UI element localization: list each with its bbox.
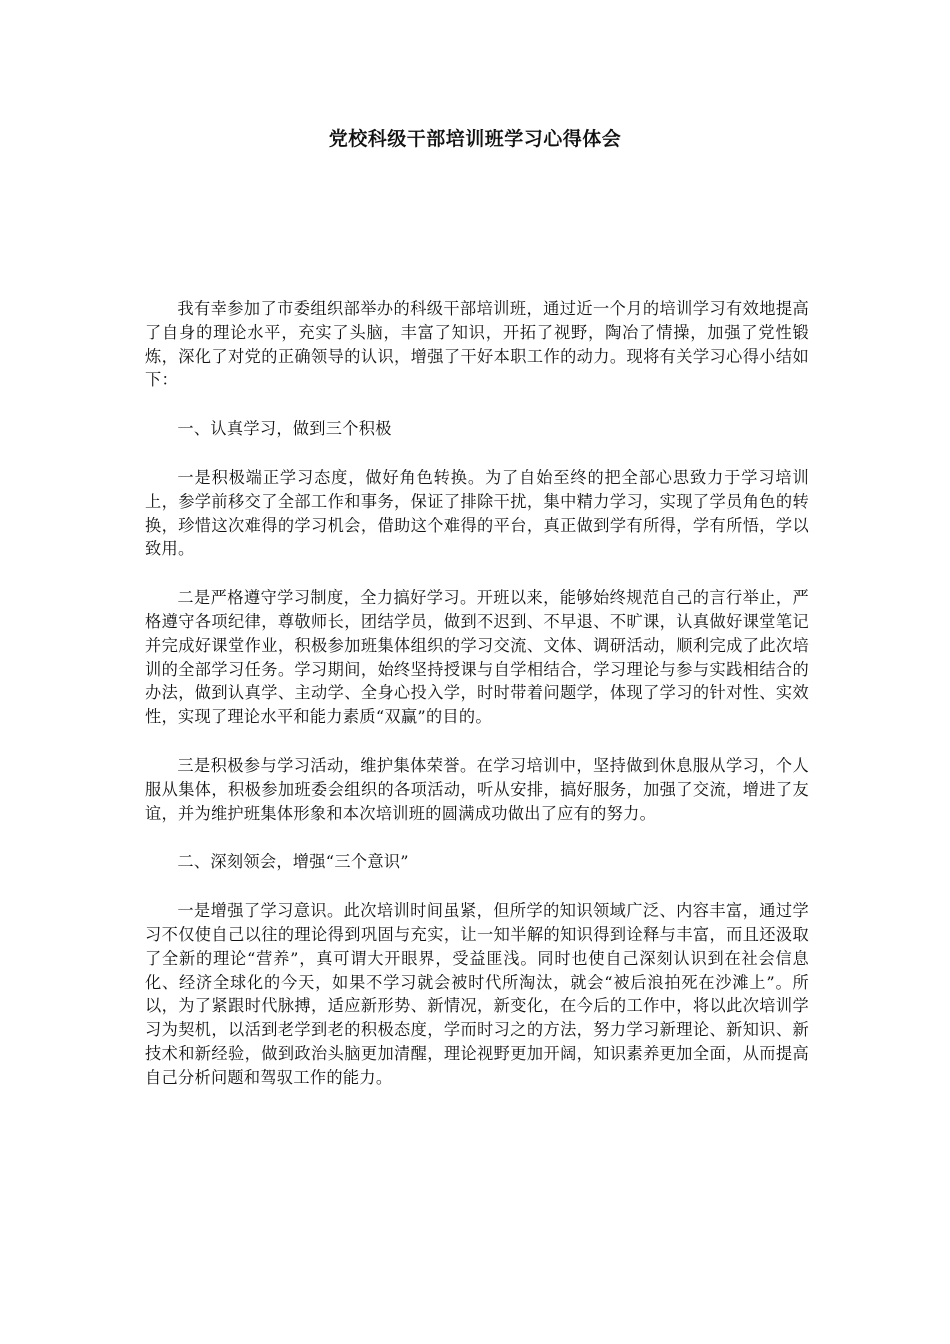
intro-paragraph: 我有幸参加了市委组织部举办的科级干部培训班，通过近一个月的培训学习有效地提高了自身的理论水平，充实了头脑，丰富了知识，开拓了视野，陶冶了情操，加强了党性锻炼，深化了对党的正确领导的认识，增强了干好本职工作的动力。现将有关学习心得小结如下： [145, 299, 809, 390]
section-1-paragraph-2: 二是严格遵守学习制度，全力搞好学习。开班以来，能够始终规范自己的言行举止，严格遵守各项纪律，尊敬师长，团结学员，做到不迟到、不早退、不旷课，认真做好课堂笔记并完成好课堂作业，积极参加班集体组织的学习交流、文体、调研活动，顺利完成了此次培训的全部学习任务。学习期间，始终坚持授课与自学相结合，学习理论与参与实践相结合的办法，做到认真学、主动学、全身心投入学，时时带着问题学，体现了学习的针对性、实效性，实现了理论水平和能力素质“双赢”的目的。 [145, 588, 809, 727]
document-title: 党校科级干部培训班学习心得体会 [328, 128, 622, 150]
section-1-paragraph-1: 一是积极端正学习态度，做好角色转换。为了自始至终的把全部心思致力于学习培训上，参学前移交了全部工作和事务，保证了排除干扰，集中精力学习，实现了学员角色的转换，珍惜这次难得的学习机会，借助这个难得的平台，真正做到学有所得，学有所悟，学以致用。 [145, 467, 809, 559]
section-1-heading: 一、认真学习，做到三个积极 [177, 419, 392, 439]
section-2-heading: 二、深刻领会，增强“三个意识” [177, 852, 409, 872]
document-body [145, 297, 809, 1115]
section-2-paragraph-1: 一是增强了学习意识。此次培训时间虽紧，但所学的知识领域广泛、内容丰富，通过学习不仅使自己以往的理论得到巩固与充实，让一知半解的知识得到诠释与丰富，而且还汲取了全新的理论“营养”，真可谓大开眼界，受益匪浅。同时也使自己深刻认识到在社会信息化、经济全球化的今天，如果不学习就会被时代所淘汰，就会“被后浪拍死在沙滩上”。所以，为了紧跟时代脉搏，适应新形势、新情况，新变化，在今后的工作中，将以此次培训学习为契机，以活到老学到老的积极态度，学而时习之的方法，努力学习新理论、新知识、新技术和新经验，做到政治头脑更加清醒，理论视野更加开阔，知识素养更加全面，从而提高自己分析问题和驾驭工作的能力。 [145, 901, 809, 1087]
section-1-paragraph-3: 三是积极参与学习活动，维护集体荣誉。在学习培训中，坚持做到休息服从学习，个人服从集体，积极参加班委会组织的各项活动，听从安排，搞好服务，加强了交流，增进了友谊，并为维护班集体形象和本次培训班的圆满成功做出了应有的努力。 [145, 755, 809, 823]
